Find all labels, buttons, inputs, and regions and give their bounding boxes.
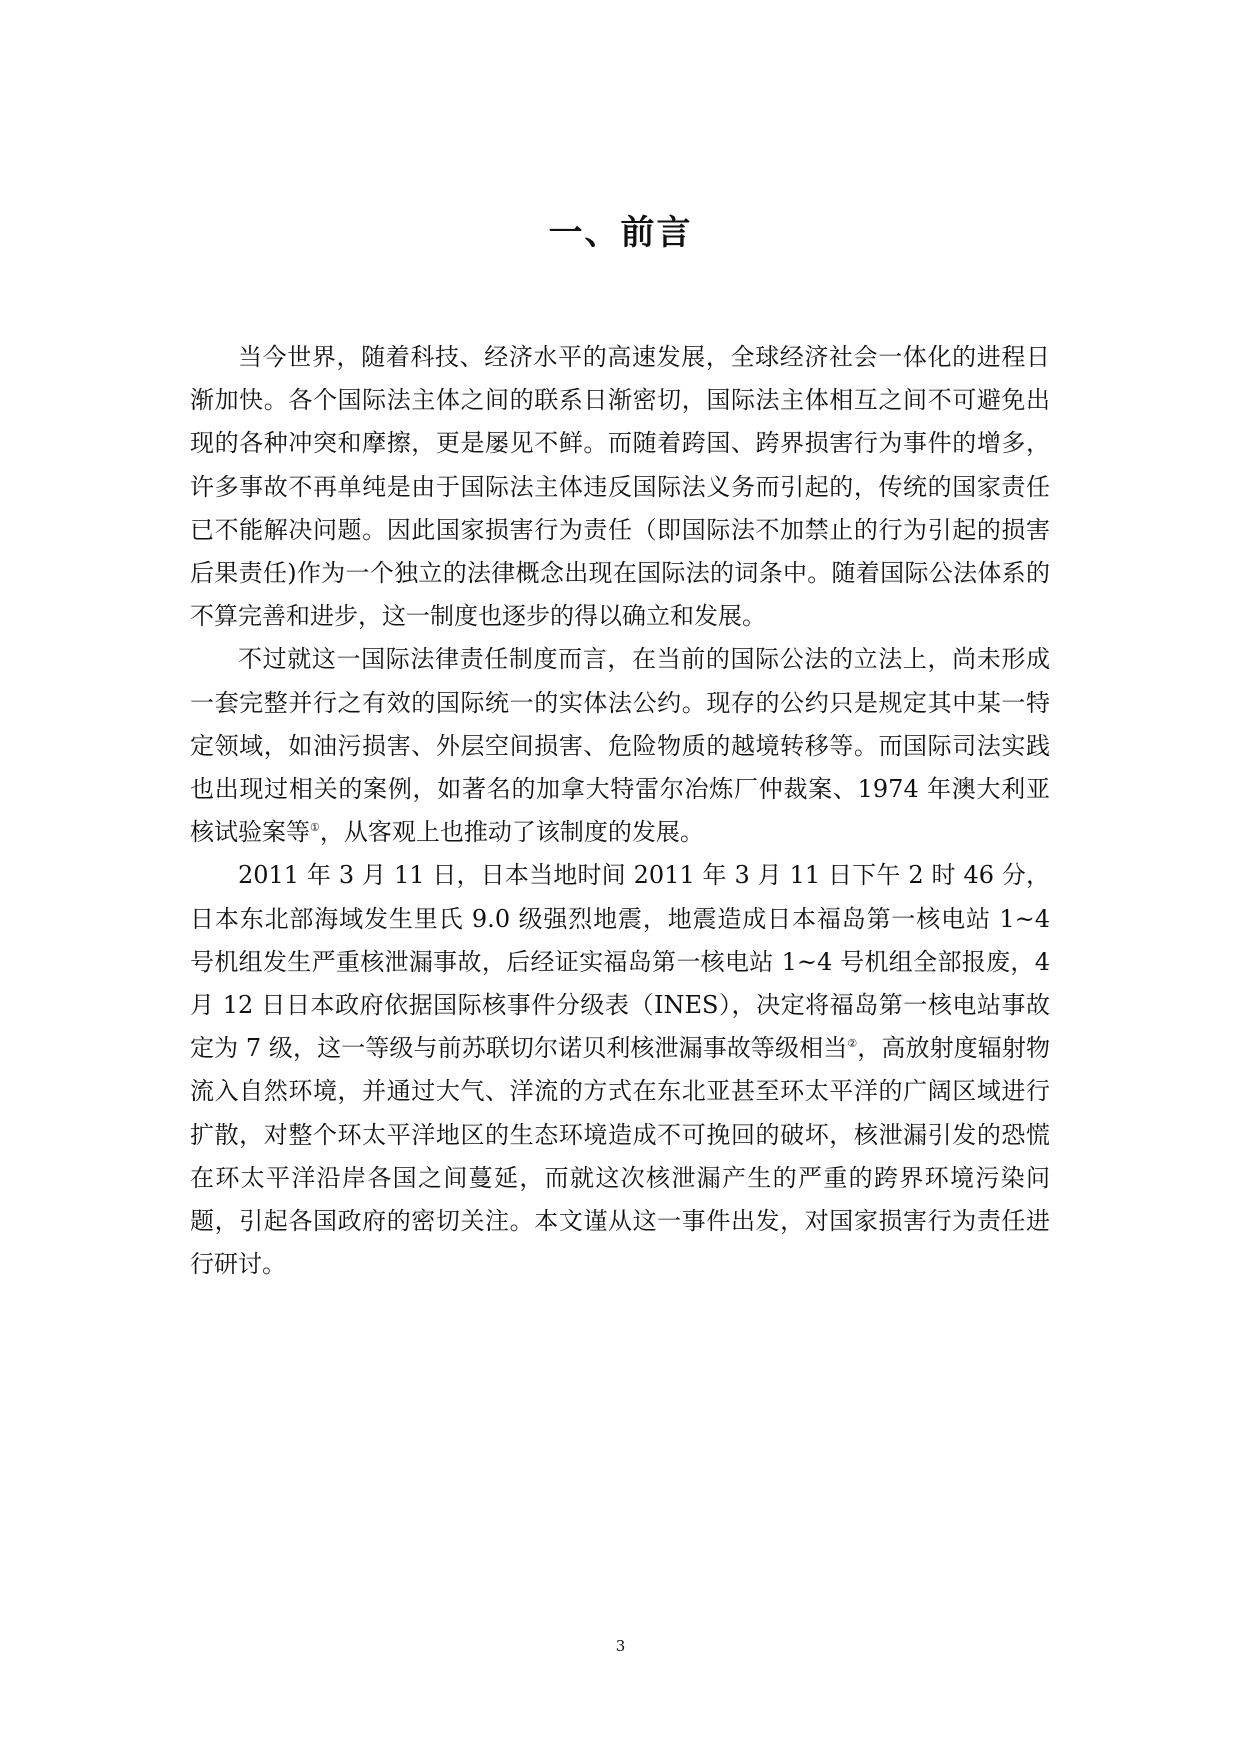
paragraph-2 xyxy=(190,638,1050,854)
paragraph-3 xyxy=(190,854,1050,1286)
paragraph-1 xyxy=(190,336,1050,638)
page-number: 3 xyxy=(615,1637,626,1655)
footnote-marker-1: ① xyxy=(310,821,320,835)
body-text xyxy=(190,336,1050,1286)
paragraph-3-text-b: ，高放射度辐射物流入自然环境，并通过大气、洋流的方式在东北亚甚至环太平洋的广阔区域进行扩散，对整个环太平洋地区的生态环境造成不可挽回的破坏，核泄漏引发的恐慌在环太平洋沿岸各国之间蔓延，而就这次核泄漏产生的严重的跨界环境污染问题，引起各国政府的密切关注。本文谨从这一事件出发，对国家损害行为责任进行研讨。 xyxy=(190,1034,1050,1279)
paragraph-2-text-a: 不过就这一国际法律责任制度而言，在当前的国际公法的立法上，尚未形成一套完整并行之有效的国际统一的实体法公约。现存的公约只是规定其中某一特定领域，如油污损害、外层空间损害、危险物质的越境转移等。而国际司法实践也出现过相关的案例，如著名的加拿大特雷尔冶炼厂仲裁案、1974 年澳大利亚核试验案等 xyxy=(190,645,1050,847)
paragraph-1-text: 当今世界，随着科技、经济水平的高速发展，全球经济社会一体化的进程日渐加快。各个国际法主体之间的联系日渐密切，国际法主体相互之间不可避免出现的各种冲突和摩擦，更是屡见不鲜。而随着跨国、跨界损害行为事件的增多，许多事故不再单纯是由于国际法主体违反国际法义务而引起的，传统的国家责任已不能解决问题。因此国家损害行为责任（即国际法不加禁止的行为引起的损害后果责任)作为一个独立的法律概念出现在国际法的词条中。随着国际公法体系的不算完善和进步，这一制度也逐步的得以确立和发展。 xyxy=(190,343,1050,631)
section-heading: 一、前言 xyxy=(548,213,693,253)
footnote-marker-2: ② xyxy=(847,1037,858,1051)
paragraph-2-text-b: ，从客观上也推动了该制度的发展。 xyxy=(319,818,704,847)
paragraph-3-text-a: 2011 年 3 月 11 日，日本当地时间 2011 年 3 月 11 日下午 2 时 46 分，日本东北部海域发生里氏 9.0 级强烈地震，地震造成日本福岛第一核电站 1~4 号机组发生严重核泄漏事故，后经证实福岛第一核电站 1~4 号机组全部报废，4 月 12 日日本政府依据国际核事件分级表（INES），决定将福岛第一核电站事故定为 7 级，这一等级与前苏联切尔诺贝利核泄漏事故等级相当 xyxy=(190,861,1050,1063)
